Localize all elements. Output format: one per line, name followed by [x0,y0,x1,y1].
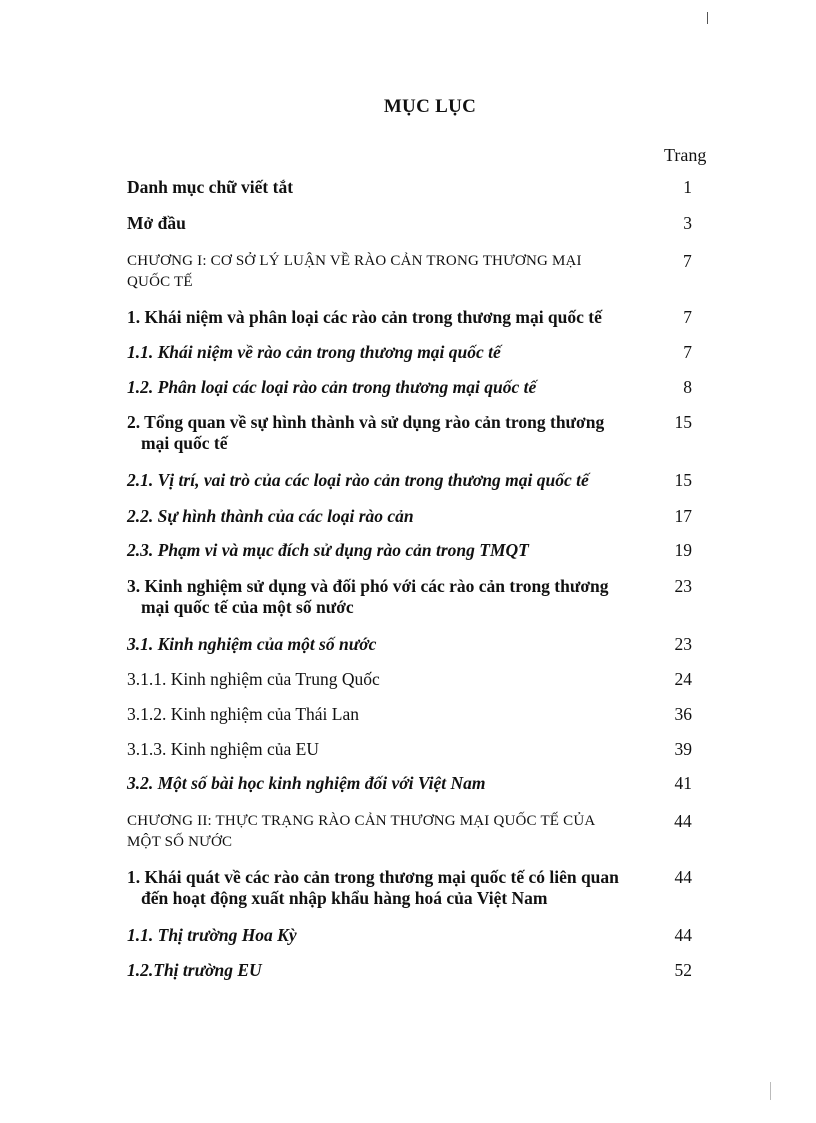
toc-entry [127,634,692,655]
toc-entry [127,342,692,363]
toc-entry-page: 7 [683,307,692,327]
toc-entry [127,540,692,561]
toc-entry-page: 44 [674,811,692,831]
toc-entry-page: 1 [683,177,692,197]
toc-chapter-entry [127,811,692,853]
toc-entry-page: 41 [674,773,692,793]
toc-entry [127,739,692,760]
toc-entry-text-line2: mại quốc tế [141,433,228,453]
toc-entry-text: 3.2. Một số bài học kinh nghiệm đối với Việt Nam [127,773,486,793]
toc-entry-page: 15 [674,470,692,490]
toc-entry-page: 7 [683,251,692,271]
toc-entry-text-line1: 1. Khái quát về các rào cản trong thương mại quốc tế có liên quan [127,867,619,887]
toc-entry-text: 2.3. Phạm vi và mục đích sử dụng rào cản trong TMQT [127,540,529,560]
toc-entry-text: 1. Khái niệm và phân loại các rào cản trong thương mại quốc tế [127,307,602,327]
toc-entry-text [127,412,642,454]
toc-entry-page: 17 [674,506,692,526]
toc-entry-page: 39 [674,739,692,759]
toc-entry-page: 3 [683,213,692,233]
toc-entry-page: 24 [674,669,692,689]
toc-entry [127,307,692,328]
toc-entry [127,704,692,725]
toc-entry-text: 3.1. Kinh nghiệm của một số nước [127,634,377,654]
toc-entry [127,177,692,198]
toc-entry [127,867,692,909]
toc-entry-text: 3.1.3. Kinh nghiệm của EU [127,739,319,759]
toc-entry-text [127,867,642,909]
toc-entry-page: 15 [674,412,692,432]
scan-speck [770,1082,771,1100]
page-column-header: Trang [664,145,707,165]
toc-entry-page: 8 [683,377,692,397]
toc-entry-text-line1: CHƯƠNG I: CƠ SỞ LÝ LUẬN VỀ RÀO CẢN TRONG THƯƠNG MẠI [127,253,582,269]
toc-entry-text-line1: CHƯƠNG II: THỰC TRẠNG RÀO CẢN THƯƠNG MẠI QUỐC TẾ CỦA [127,813,596,829]
toc-entry-text [127,576,642,618]
toc-entry-page: 36 [674,704,692,724]
toc-chapter-entry [127,251,692,293]
toc-entry-text: 2.2. Sự hình thành của các loại rào cản [127,506,414,526]
toc-entry-text: 1.2.Thị trường EU [127,960,262,980]
toc-entry [127,669,692,690]
toc-entry-text-line2: đến hoạt động xuất nhập khẩu hàng hoá của Việt Nam [141,888,548,908]
toc-entry-text: Danh mục chữ viết tắt [127,177,294,197]
toc-entry-page: 7 [683,342,692,362]
toc-entry-page: 44 [674,867,692,887]
toc-entry-text: 1.1. Khái niệm về rào cản trong thương mại quốc tế [127,342,501,362]
toc-entry-page: 52 [674,960,692,980]
toc-entry-page: 44 [674,925,692,945]
toc-entry [127,773,692,794]
toc-entry [127,576,692,618]
toc-entry [127,412,692,454]
toc-entry [127,213,692,234]
toc-entry [127,377,692,398]
toc-entry-text [127,251,642,293]
toc-entry [127,925,692,946]
toc-entry-text-line2: MỘT SỐ NƯỚC [127,834,233,850]
toc-entry-text: 1.1. Thị trường Hoa Kỳ [127,925,297,945]
page-edge-mark [707,12,708,24]
toc-entry-text-line1: 3. Kinh nghiệm sử dụng và đối phó với các rào cản trong thương [127,576,609,596]
page-title: MỤC LỤC [383,96,477,117]
toc-entry-text [127,811,642,853]
toc-entry-text: 2.1. Vị trí, vai trò của các loại rào cản trong thương mại quốc tế [127,470,589,490]
toc-entry-text-line2: mại quốc tế của một số nước [141,597,354,617]
toc-entry-text: 1.2. Phân loại các loại rào cản trong thương mại quốc tế [127,377,537,397]
toc-entry-text-line1: 2. Tổng quan về sự hình thành và sử dụng rào cản trong thương [127,412,605,432]
toc-entry-text-line2: QUỐC TẾ [127,274,193,290]
toc-entry-page: 19 [674,540,692,560]
toc-entry [127,960,692,981]
toc-entry-text: Mở đầu [127,213,186,233]
toc-entry-text: 3.1.2. Kinh nghiệm của Thái Lan [127,704,359,724]
toc-entry-text: 3.1.1. Kinh nghiệm của Trung Quốc [127,669,380,689]
toc-entry [127,506,692,527]
toc-entry-page: 23 [674,634,692,654]
toc-entry-page: 23 [674,576,692,596]
toc-entry [127,470,692,491]
